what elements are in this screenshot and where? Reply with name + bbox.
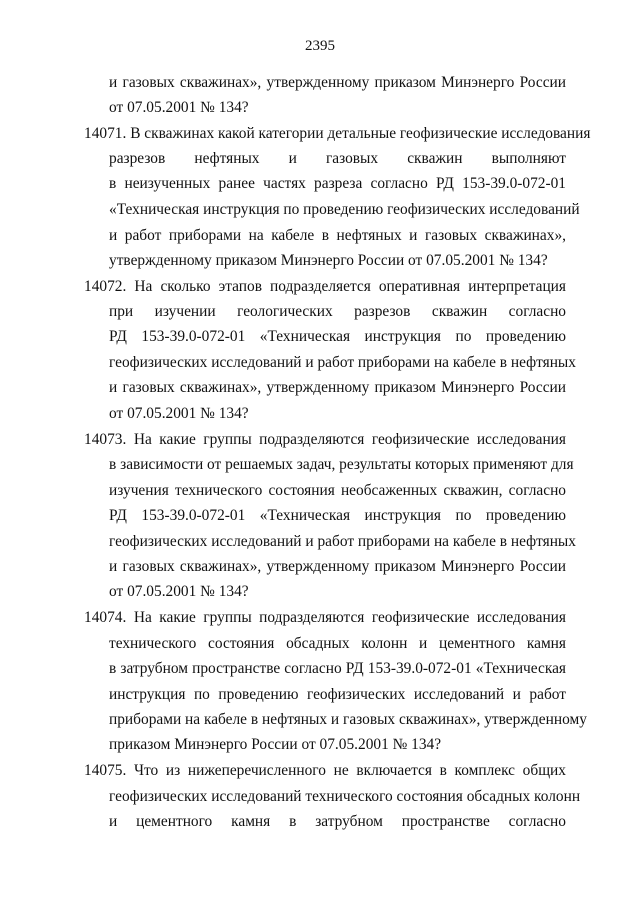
question-line: в затрубном пространстве согласно РД 153-39.0-072-01 «Техническая bbox=[109, 660, 566, 677]
question-text: Что из нижеперечисленного не включается в комплекс общих bbox=[134, 762, 566, 779]
question-line: геофизических исследований и работ приборами на кабеле в нефтяных bbox=[109, 533, 576, 550]
question-text: На какие группы подразделяются геофизические исследования bbox=[133, 431, 566, 448]
question-line: «Техническая инструкция по проведению геофизических исследований bbox=[109, 201, 580, 218]
question-14074-first-line bbox=[84, 608, 566, 628]
question-14072-first-line bbox=[84, 277, 566, 297]
question-line: изучения технического состояния необсаженных скважин, согласно bbox=[109, 482, 566, 499]
question-line: утвержденному приказом Минэнерго России от 07.05.2001 № 134? bbox=[109, 252, 548, 269]
question-line: приказом Минэнерго России от 07.05.2001 № 134? bbox=[109, 736, 442, 753]
question-line: РД 153-39.0-072-01 «Техническая инструкция по проведению bbox=[109, 328, 566, 345]
page-number: 2395 bbox=[305, 38, 335, 54]
question-14071-first-line bbox=[84, 124, 591, 144]
intro-line: от 07.05.2001 № 134? bbox=[109, 99, 249, 116]
intro-line: и газовых скважинах», утвержденному приказом Минэнерго России bbox=[109, 74, 566, 91]
question-line: разрезов нефтяных и газовых скважин выполняют bbox=[109, 150, 566, 167]
question-line: при изучении геологических разрезов скважин согласно bbox=[109, 303, 566, 320]
question-line: и газовых скважинах», утвержденному приказом Минэнерго России bbox=[109, 379, 566, 396]
question-line: геофизических исследований технического состояния обсадных колонн bbox=[109, 788, 581, 805]
question-text: В скважинах какой категории детальные геофизические исследования bbox=[130, 125, 591, 142]
question-line: в зависимости от решаемых задач, результаты которых применяют для bbox=[109, 456, 574, 473]
question-line: в неизученных ранее частях разреза согласно РД 153-39.0-072-01 bbox=[109, 175, 566, 192]
question-line: приборами на кабеле в нефтяных и газовых скважинах», утвержденному bbox=[109, 711, 587, 728]
question-line: от 07.05.2001 № 134? bbox=[109, 405, 249, 422]
question-14073-first-line bbox=[84, 430, 566, 450]
question-14075-first-line bbox=[84, 761, 566, 781]
question-number: 14074. bbox=[84, 609, 127, 626]
question-line: и цементного камня в затрубном пространстве согласно bbox=[109, 813, 566, 830]
question-line: РД 153-39.0-072-01 «Техническая инструкция по проведению bbox=[109, 507, 566, 524]
question-line: геофизических исследований и работ приборами на кабеле в нефтяных bbox=[109, 354, 576, 371]
question-text: На сколько этапов подразделяется оперативная интерпретация bbox=[134, 278, 566, 295]
question-number: 14071. bbox=[84, 125, 127, 142]
question-number: 14072. bbox=[84, 278, 127, 295]
question-line: и газовых скважинах», утвержденному приказом Минэнерго России bbox=[109, 558, 566, 575]
question-line: от 07.05.2001 № 134? bbox=[109, 583, 249, 600]
question-number: 14073. bbox=[84, 431, 127, 448]
question-text: На какие группы подразделяются геофизические исследования bbox=[133, 609, 566, 626]
question-line: инструкция по проведению геофизических исследований и работ bbox=[109, 686, 566, 703]
question-line: технического состояния обсадных колонн и цементного камня bbox=[109, 635, 566, 652]
question-number: 14075. bbox=[84, 762, 127, 779]
question-line: и работ приборами на кабеле в нефтяных и газовых скважинах», bbox=[109, 227, 566, 244]
